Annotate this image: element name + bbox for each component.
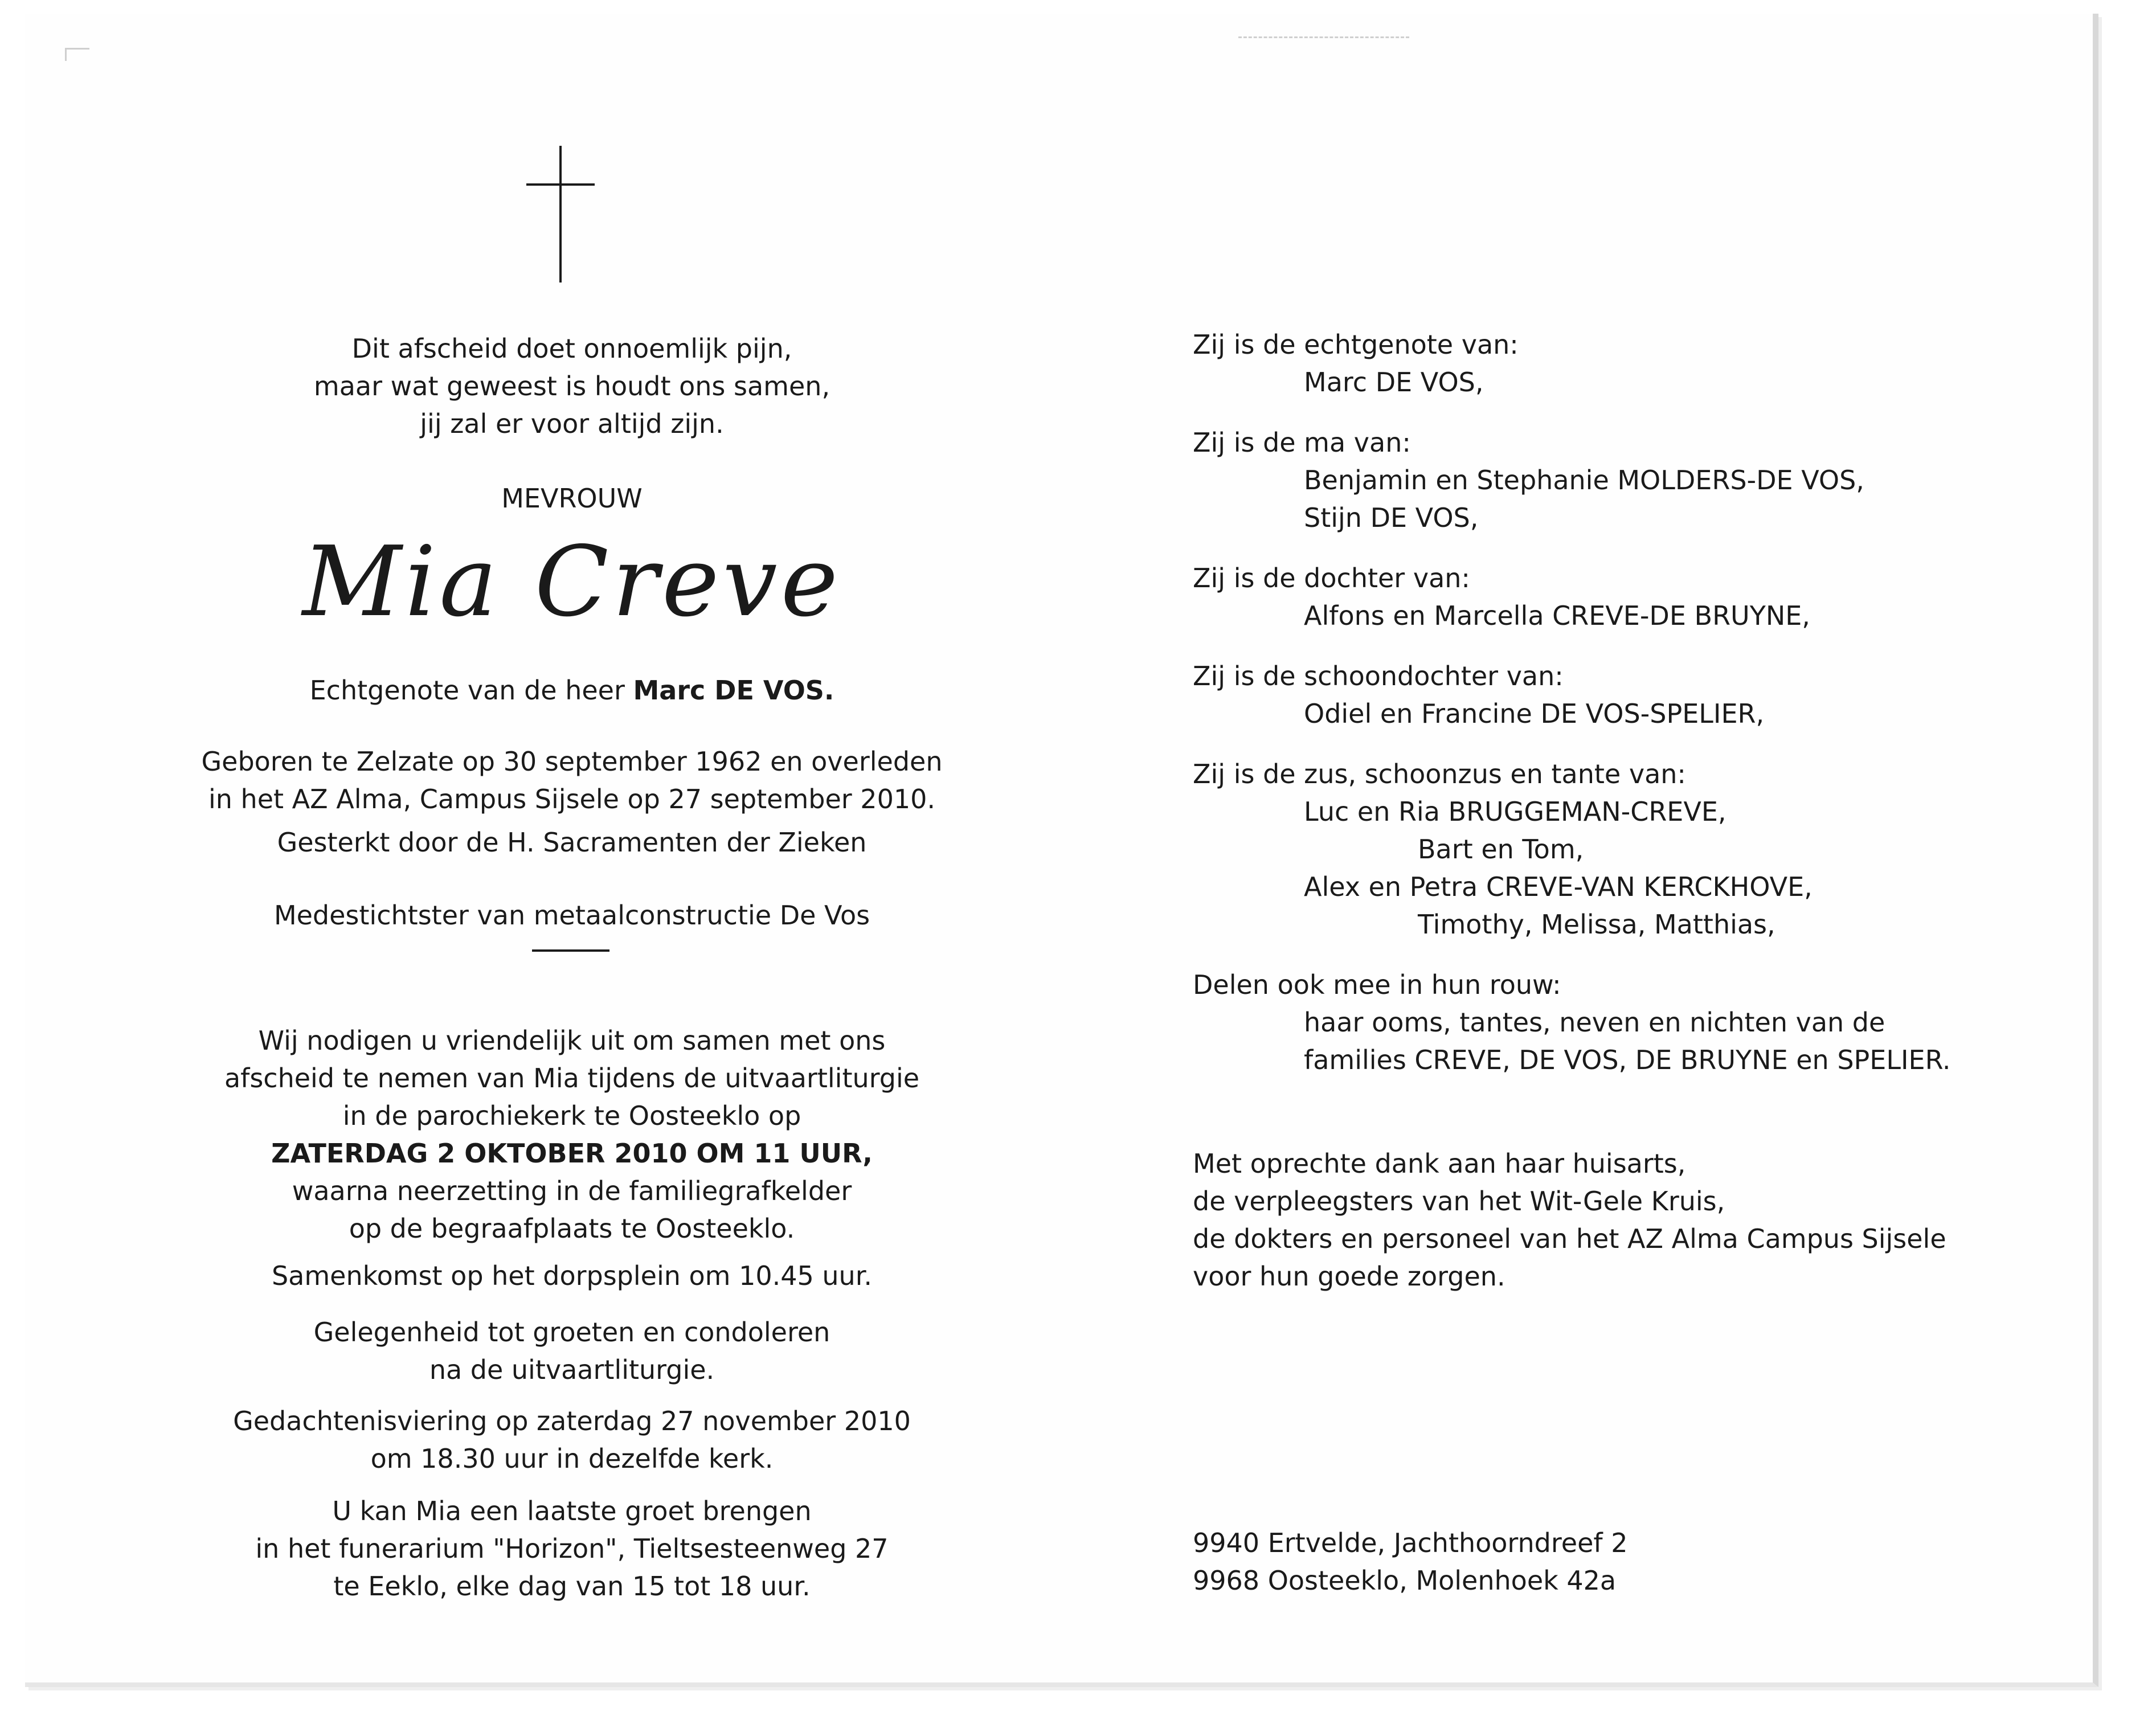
mourning-card — [25, 14, 2098, 1687]
burial-line: waarna neerzetting in de familiegrafkelder — [292, 1176, 852, 1206]
condolence-line: na de uitvaartliturgie. — [429, 1354, 715, 1385]
thanks-line: de verpleegsters van het Wit-Gele Kruis, — [1193, 1186, 1725, 1217]
fold-mark — [1238, 36, 1409, 40]
thanks-line: voor hun goede zorgen. — [1193, 1261, 1505, 1292]
spouse-entry: Marc DE VOS, — [1304, 367, 1484, 398]
spouse-prefix: Echtgenote van de heer — [309, 675, 633, 706]
mourn-heading: Delen ook mee in hun rouw: — [1193, 969, 1561, 1000]
visit-line: te Eeklo, elke dag van 15 tot 18 uur. — [333, 1571, 811, 1602]
invitation-line: in de parochiekerk te Oosteeklo op — [342, 1100, 801, 1131]
address-line: 9940 Ertvelde, Jachthoorndreef 2 — [1193, 1528, 1628, 1558]
sister-heading: Zij is de zus, schoonzus en tante van: — [1193, 759, 1686, 789]
address-line: 9968 Oosteeklo, Molenhoek 42a — [1193, 1565, 1617, 1596]
sibling-children: Bart en Tom, — [1418, 834, 1584, 865]
poem-line: jij zal er voor altijd zijn. — [420, 408, 724, 439]
poem-line: maar wat geweest is houdt ons samen, — [313, 371, 831, 402]
sibling-children: Timothy, Melissa, Matthias, — [1418, 909, 1775, 940]
mother-heading: Zij is de ma van: — [1193, 427, 1411, 458]
spouse-name: Marc DE VOS. — [633, 675, 834, 706]
visit-line: in het funerarium "Horizon", Tieltsesteenweg 27 — [255, 1533, 889, 1564]
daughter-heading: Zij is de dochter van: — [1193, 563, 1470, 593]
spouse-line — [156, 672, 988, 709]
poem-line: Dit afscheid doet onnoemlijk pijn, — [351, 333, 792, 364]
deceased-name: Mia Creve — [302, 526, 842, 638]
service-date: ZATERDAG 2 OKTOBER 2010 OM 11 UUR, — [271, 1138, 873, 1169]
memorial-line: om 18.30 uur in dezelfde kerk. — [370, 1443, 774, 1474]
thanks-line: Met oprechte dank aan haar huisarts, — [1193, 1148, 1686, 1179]
inlaw-heading: Zij is de schoondochter van: — [1193, 661, 1564, 691]
sacraments-line: Gesterkt door de H. Sacramenten der Zieken — [277, 827, 867, 858]
sibling-entry: Luc en Ria BRUGGEMAN-CREVE, — [1304, 796, 1727, 827]
inlaws-entry: Odiel en Francine DE VOS-SPELIER, — [1304, 698, 1765, 729]
invitation-line: Wij nodigen u vriendelijk uit om samen met ons — [258, 1025, 886, 1056]
crop-mark — [65, 48, 89, 61]
child-entry: Stijn DE VOS, — [1304, 502, 1479, 533]
invitation-line: afscheid te nemen van Mia tijdens de uitvaartliturgie — [224, 1063, 920, 1094]
salutation: MEVROUW — [501, 483, 643, 514]
burial-line: op de begraafplaats te Oosteeklo. — [349, 1213, 795, 1244]
condolence-line: Gelegenheid tot groeten en condoleren — [313, 1317, 831, 1348]
birth-line: in het AZ Alma, Campus Sijsele op 27 september 2010. — [208, 784, 935, 814]
cofounder-line: Medestichtster van metaalconstructie De Vos — [273, 900, 870, 931]
mourners-line: families CREVE, DE VOS, DE BRUYNE en SPELIER. — [1304, 1045, 1951, 1075]
child-entry: Benjamin en Stephanie MOLDERS-DE VOS, — [1304, 465, 1864, 496]
sibling-entry: Alex en Petra CREVE-VAN KERCKHOVE, — [1304, 871, 1813, 902]
gathering-line: Samenkomst op het dorpsplein om 10.45 uur. — [271, 1260, 873, 1291]
thanks-line: de dokters en personeel van het AZ Alma Campus Sijsele — [1193, 1223, 1946, 1254]
parents-entry: Alfons en Marcella CREVE-DE BRUYNE, — [1304, 600, 1810, 631]
birth-line: Geboren te Zelzate op 30 september 1962 en overleden — [201, 746, 943, 777]
memorial-line: Gedachtenisviering op zaterdag 27 november 2010 — [233, 1406, 911, 1436]
separator-rule — [532, 949, 609, 952]
spouse-heading: Zij is de echtgenote van: — [1193, 329, 1519, 360]
cross-icon — [509, 146, 612, 282]
visit-line: U kan Mia een laatste groet brengen — [332, 1496, 812, 1526]
mourners-line: haar ooms, tantes, neven en nichten van de — [1304, 1007, 1885, 1038]
